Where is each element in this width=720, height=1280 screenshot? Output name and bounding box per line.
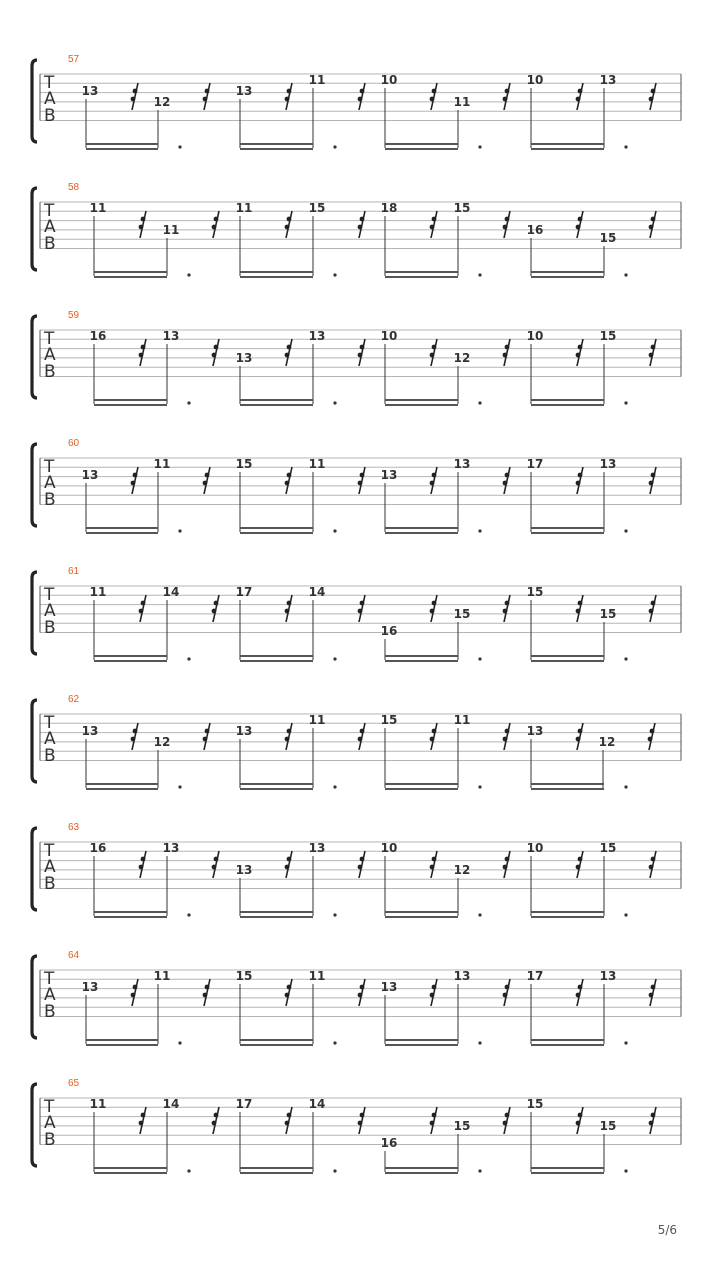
fret-number: 15 bbox=[599, 841, 617, 855]
fret-number: 15 bbox=[453, 607, 471, 621]
fret-number: 15 bbox=[599, 607, 617, 621]
tab-system bbox=[32, 566, 681, 661]
fret-number: 13 bbox=[380, 468, 398, 482]
measure-number: 59 bbox=[68, 310, 80, 321]
tab-clef-letter: A bbox=[44, 601, 56, 621]
fret-number: 13 bbox=[526, 724, 544, 738]
tab-clef-letter: B bbox=[44, 490, 56, 510]
augmentation-dot bbox=[478, 1169, 481, 1172]
measure-number: 64 bbox=[68, 950, 80, 961]
augmentation-dot bbox=[178, 145, 181, 148]
fret-number: 11 bbox=[153, 457, 171, 471]
fret-number: 18 bbox=[380, 201, 398, 215]
fret-number: 13 bbox=[162, 841, 180, 855]
fret-number: 11 bbox=[153, 969, 171, 983]
fret-number: 16 bbox=[89, 329, 107, 343]
augmentation-dot bbox=[333, 273, 336, 276]
tab-clef-letter: A bbox=[44, 857, 56, 877]
fret-number: 15 bbox=[235, 457, 253, 471]
fret-number: 13 bbox=[81, 468, 99, 482]
tab-system bbox=[32, 950, 681, 1045]
fret-number: 13 bbox=[599, 969, 617, 983]
fret-number: 14 bbox=[162, 585, 180, 599]
fret-number: 13 bbox=[162, 329, 180, 343]
fret-number: 11 bbox=[453, 95, 471, 109]
fret-number: 14 bbox=[308, 1097, 326, 1111]
fret-number: 12 bbox=[153, 95, 171, 109]
tab-clef-letter: A bbox=[44, 729, 56, 749]
augmentation-dot bbox=[333, 785, 336, 788]
augmentation-dot bbox=[478, 145, 481, 148]
system-bracket bbox=[32, 828, 37, 910]
fret-number: 13 bbox=[308, 841, 326, 855]
augmentation-dot bbox=[624, 657, 627, 660]
fret-number: 13 bbox=[235, 84, 253, 98]
fret-number: 13 bbox=[599, 73, 617, 87]
fret-number: 16 bbox=[380, 624, 398, 638]
fret-number: 15 bbox=[599, 329, 617, 343]
fret-number: 15 bbox=[599, 231, 617, 245]
fret-number: 10 bbox=[380, 329, 398, 343]
tab-clef-letter: B bbox=[44, 746, 56, 766]
fret-number: 17 bbox=[526, 969, 544, 983]
fret-number: 11 bbox=[308, 969, 326, 983]
fret-number: 17 bbox=[235, 1097, 253, 1111]
fret-number: 13 bbox=[235, 351, 253, 365]
fret-number: 14 bbox=[162, 1097, 180, 1111]
measure-number: 63 bbox=[68, 822, 80, 833]
augmentation-dot bbox=[178, 1041, 181, 1044]
augmentation-dot bbox=[333, 1041, 336, 1044]
fret-number: 16 bbox=[380, 1136, 398, 1150]
tab-clef-letter: T bbox=[44, 1097, 55, 1117]
measure-number: 58 bbox=[68, 182, 80, 193]
tab-clef-letter: B bbox=[44, 362, 56, 382]
fret-number: 13 bbox=[81, 84, 99, 98]
fret-number: 13 bbox=[81, 724, 99, 738]
fret-number: 13 bbox=[453, 457, 471, 471]
fret-number: 11 bbox=[89, 1097, 107, 1111]
tab-clef-letter: B bbox=[44, 1130, 56, 1150]
augmentation-dot bbox=[478, 657, 481, 660]
tab-system bbox=[32, 694, 681, 789]
augmentation-dot bbox=[624, 785, 627, 788]
augmentation-dot bbox=[624, 913, 627, 916]
system-bracket bbox=[32, 700, 37, 782]
tab-system bbox=[32, 438, 681, 533]
fret-number: 17 bbox=[235, 585, 253, 599]
augmentation-dot bbox=[624, 1169, 627, 1172]
fret-number: 16 bbox=[89, 841, 107, 855]
tab-clef-letter: A bbox=[44, 473, 56, 493]
tab-clef-letter: T bbox=[44, 713, 55, 733]
augmentation-dot bbox=[333, 1169, 336, 1172]
tab-clef-letter: B bbox=[44, 874, 56, 894]
fret-number: 17 bbox=[526, 457, 544, 471]
system-bracket bbox=[32, 956, 37, 1038]
measure-number: 60 bbox=[68, 438, 80, 449]
page-number: 5/6 bbox=[657, 1223, 677, 1237]
fret-number: 11 bbox=[453, 713, 471, 727]
tab-system bbox=[32, 54, 681, 149]
fret-number: 16 bbox=[526, 223, 544, 237]
tab-system bbox=[32, 822, 681, 917]
augmentation-dot bbox=[624, 401, 627, 404]
system-bracket bbox=[32, 572, 37, 654]
tab-clef-letter: T bbox=[44, 73, 55, 93]
fret-number: 10 bbox=[380, 841, 398, 855]
fret-number: 11 bbox=[235, 201, 253, 215]
fret-number: 10 bbox=[380, 73, 398, 87]
tab-clef-letter: T bbox=[44, 329, 55, 349]
fret-number: 11 bbox=[89, 201, 107, 215]
fret-number: 12 bbox=[598, 735, 616, 749]
tab-clef-letter: A bbox=[44, 217, 56, 237]
tab-clef-letter: T bbox=[44, 201, 55, 221]
fret-number: 11 bbox=[308, 457, 326, 471]
fret-number: 13 bbox=[308, 329, 326, 343]
augmentation-dot bbox=[624, 1041, 627, 1044]
fret-number: 13 bbox=[81, 980, 99, 994]
augmentation-dot bbox=[187, 273, 190, 276]
fret-number: 15 bbox=[526, 1097, 544, 1111]
tab-clef-letter: B bbox=[44, 618, 56, 638]
fret-number: 11 bbox=[162, 223, 180, 237]
tab-clef-letter: A bbox=[44, 1113, 56, 1133]
augmentation-dot bbox=[333, 529, 336, 532]
system-bracket bbox=[32, 1084, 37, 1166]
fret-number: 14 bbox=[308, 585, 326, 599]
augmentation-dot bbox=[333, 657, 336, 660]
tab-clef-letter: A bbox=[44, 89, 56, 109]
fret-number: 12 bbox=[153, 735, 171, 749]
fret-number: 15 bbox=[453, 1119, 471, 1133]
system-bracket bbox=[32, 60, 37, 142]
fret-number: 15 bbox=[308, 201, 326, 215]
fret-number: 10 bbox=[526, 73, 544, 87]
fret-number: 15 bbox=[599, 1119, 617, 1133]
fret-number: 15 bbox=[380, 713, 398, 727]
augmentation-dot bbox=[478, 273, 481, 276]
tab-system bbox=[32, 182, 681, 277]
augmentation-dot bbox=[624, 145, 627, 148]
tab-clef-letter: T bbox=[44, 457, 55, 477]
tab-system bbox=[32, 1078, 681, 1173]
augmentation-dot bbox=[624, 273, 627, 276]
fret-number: 13 bbox=[380, 980, 398, 994]
measure-number: 65 bbox=[68, 1078, 80, 1089]
measure-number: 62 bbox=[68, 694, 80, 705]
fret-number: 11 bbox=[89, 585, 107, 599]
fret-number: 13 bbox=[599, 457, 617, 471]
augmentation-dot bbox=[478, 785, 481, 788]
augmentation-dot bbox=[333, 145, 336, 148]
fret-number: 10 bbox=[526, 329, 544, 343]
measure-number: 61 bbox=[68, 566, 80, 577]
system-bracket bbox=[32, 188, 37, 270]
tab-clef-letter: A bbox=[44, 985, 56, 1005]
fret-number: 13 bbox=[235, 724, 253, 738]
fret-number: 11 bbox=[308, 713, 326, 727]
augmentation-dot bbox=[624, 529, 627, 532]
tab-clef-letter: T bbox=[44, 585, 55, 605]
tab-system bbox=[32, 310, 681, 405]
augmentation-dot bbox=[478, 529, 481, 532]
tab-clef-letter: B bbox=[44, 1002, 56, 1022]
measure-number: 57 bbox=[68, 54, 80, 65]
fret-number: 12 bbox=[453, 351, 471, 365]
tab-clef-letter: T bbox=[44, 841, 55, 861]
fret-number: 11 bbox=[308, 73, 326, 87]
tab-clef-letter: A bbox=[44, 345, 56, 365]
tab-clef-letter: B bbox=[44, 234, 56, 254]
augmentation-dot bbox=[478, 1041, 481, 1044]
augmentation-dot bbox=[187, 401, 190, 404]
tab-clef-letter: T bbox=[44, 969, 55, 989]
fret-number: 12 bbox=[453, 863, 471, 877]
fret-number: 13 bbox=[453, 969, 471, 983]
tab-clef-letter: B bbox=[44, 106, 56, 126]
augmentation-dot bbox=[178, 785, 181, 788]
augmentation-dot bbox=[333, 401, 336, 404]
augmentation-dot bbox=[333, 913, 336, 916]
fret-number: 10 bbox=[526, 841, 544, 855]
fret-number: 13 bbox=[235, 863, 253, 877]
augmentation-dot bbox=[478, 401, 481, 404]
fret-number: 15 bbox=[453, 201, 471, 215]
augmentation-dot bbox=[187, 657, 190, 660]
augmentation-dot bbox=[178, 529, 181, 532]
augmentation-dot bbox=[478, 913, 481, 916]
augmentation-dot bbox=[187, 913, 190, 916]
system-bracket bbox=[32, 444, 37, 526]
fret-number: 15 bbox=[526, 585, 544, 599]
system-bracket bbox=[32, 316, 37, 398]
fret-number: 15 bbox=[235, 969, 253, 983]
augmentation-dot bbox=[187, 1169, 190, 1172]
